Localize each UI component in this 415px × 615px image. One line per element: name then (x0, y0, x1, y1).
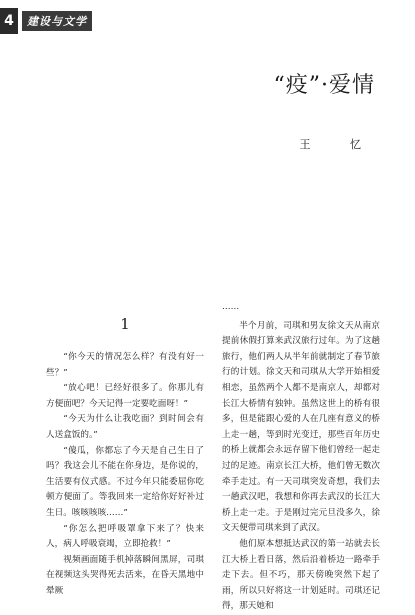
paragraph: 半个月前，司琪和男友徐文天从南京提前休假打算来武汉旅行过年。为了这趟旅行，他们两人从半年前就制定了春节旅行的计划。徐文天和司琪从大学开始相爱相恋，虽然两个人都不是南京人，却都对长江大桥情有独钟。虽然这世上的桥有很多，但是能跟心爱的人在几座有意义的桥上走一趟，等到时光变迁，那些百年历史的桥上就都会永远存留下他们曾经一起走过的足迹。南京长江大桥，他们曾无数次牵手走过。有一天司琪突发奇想，我们去一趟武汉吧，我想和你再去武汉的长江大桥上走一走。于是刚过完元旦没多久，徐文天便带司琪来到了武汉。 (222, 320, 380, 534)
article-title: “疫”·爱情 (273, 73, 375, 98)
section-number: 1 (120, 315, 130, 333)
paragraph: 视频画面随手机掉落瞬间黑屏，司琪在视频这头哭得死去活来，在昏天黑地中晕厥 (46, 554, 204, 596)
paragraph: “放心吧！已经好很多了。你那儿有方便面吧？今天记得一定要吃面呀！” (46, 383, 204, 409)
paragraph: “你怎么把呼吸罩拿下来了？快来人，病人呼吸衰竭，立即抢救！” (46, 523, 204, 550)
left-column (46, 300, 204, 600)
paragraph: 他们原本想抵达武汉的第一站就去长江大桥上看日落，然后沿着桥边一路牵手走下去。但不巧，那天傍晚突然下起了雨，所以只好将这一计划延时。司琪还记得，那天她和 (222, 538, 380, 612)
paragraph: “今天为什么让我吃面？到时间会有人送盒饭的。” (46, 414, 204, 440)
paragraph: “傻瓜，你都忘了今天是自己生日了吗？我这会儿不能在你身边，是你说的，生活要有仪式感。不过今年只能委屈你吃顿方便面了。等我回来一定给你好好补过生日。咳咳咳咳……” (46, 445, 204, 518)
ellipsis-lead: …… (222, 302, 240, 312)
paragraph: “你今天的情况怎么样？有没有好一些？” (46, 352, 204, 378)
right-column (222, 300, 380, 615)
article-author: 王 忆 (299, 138, 379, 151)
page-header (0, 8, 415, 34)
magazine-logo: 建设与文学 (22, 11, 92, 31)
page-number: 4 (0, 8, 18, 34)
